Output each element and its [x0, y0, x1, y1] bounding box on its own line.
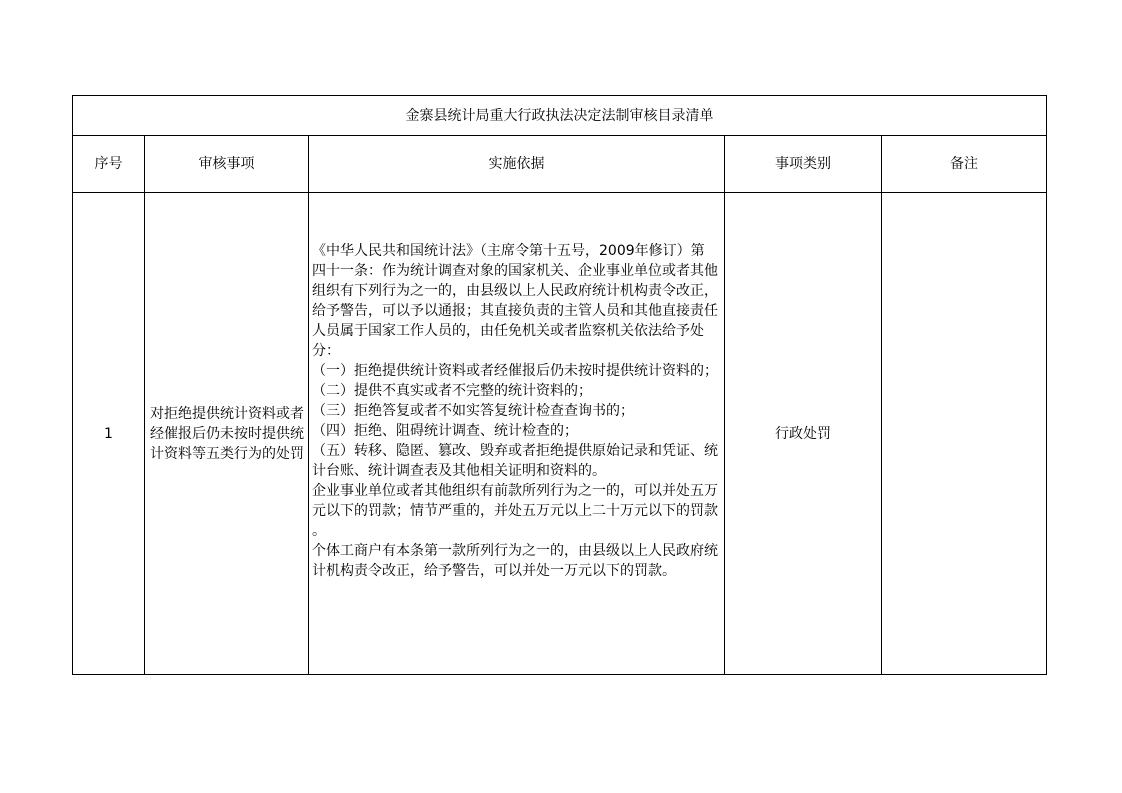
basis-line: （二）提供不真实或者不完整的统计资料的；: [312, 383, 592, 399]
title-row: [73, 96, 1047, 136]
basis-line: 。: [312, 523, 326, 539]
item-line: 对拒绝提供统计资料或者: [150, 405, 304, 422]
review-catalog-table: [72, 95, 1047, 675]
header-row: [73, 136, 1047, 193]
cell-basis: [309, 193, 725, 675]
basis-line: 计机构责令改正，给予警告，可以并处一万元以下的罚款。: [312, 563, 676, 579]
cell-category: 行政处罚: [725, 193, 882, 675]
header-seq: 序号: [73, 136, 145, 193]
item-line: 经催报后仍未按时提供统: [150, 425, 304, 442]
header-basis: 实施依据: [309, 136, 725, 193]
basis-line: 给予警告，可以予以通报；其直接负责的主管人员和其他直接责任: [312, 303, 718, 319]
header-item: 审核事项: [145, 136, 309, 193]
basis-line: 《中华人民共和国统计法》（主席令第十五号，2009年修订）第: [312, 243, 705, 259]
basis-line: （三）拒绝答复或者不如实答复统计检查查询书的；: [312, 403, 634, 419]
basis-line: （四）拒绝、阻碍统计调查、统计检查的；: [312, 423, 578, 439]
basis-line: （五）转移、隐匿、篡改、毁弃或者拒绝提供原始记录和凭证、统: [312, 443, 718, 459]
basis-line: 计台账、统计调查表及其他相关证明和资料的。: [312, 463, 606, 479]
basis-line: 分：: [312, 343, 340, 359]
cell-remarks: [882, 193, 1047, 675]
basis-line: 人员属于国家工作人员的，由任免机关或者监察机关依法给予处: [312, 323, 704, 339]
cell-seq: 1: [73, 193, 145, 675]
basis-line: 元以下的罚款；情节严重的，并处五万元以上二十万元以下的罚款: [312, 503, 718, 519]
basis-line: 四十一条：作为统计调查对象的国家机关、企业事业单位或者其他: [312, 263, 718, 279]
header-category: 事项类别: [725, 136, 882, 193]
basis-line: 企业事业单位或者其他组织有前款所列行为之一的，可以并处五万: [312, 483, 718, 499]
basis-line: （一）拒绝提供统计资料或者经催报后仍未按时提供统计资料的；: [312, 363, 718, 379]
table-title: 金寨县统计局重大行政执法决定法制审核目录清单: [73, 96, 1047, 136]
header-remarks: 备注: [882, 136, 1047, 193]
cell-item: [145, 193, 309, 675]
basis-line: 个体工商户有本条第一款所列行为之一的，由县级以上人民政府统: [312, 543, 718, 559]
table-row: [73, 193, 1047, 675]
item-line: 计资料等五类行为的处罚: [150, 445, 304, 462]
basis-line: 组织有下列行为之一的，由县级以上人民政府统计机构责令改正，: [312, 283, 718, 299]
